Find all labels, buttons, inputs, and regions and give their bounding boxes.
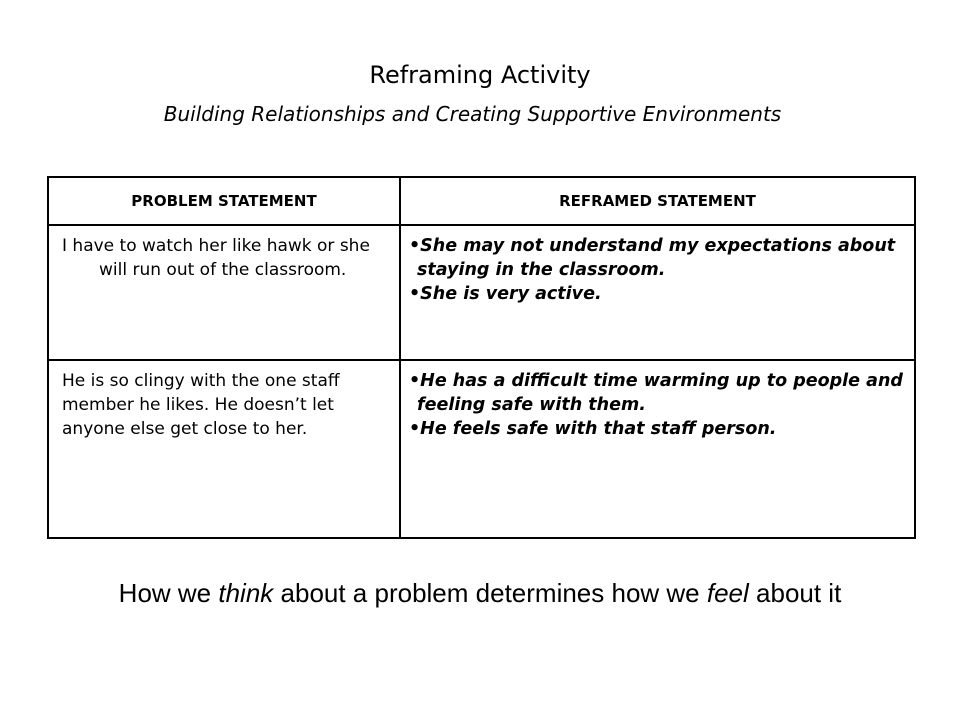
table-row [48, 225, 915, 360]
problem-cell [48, 360, 400, 538]
reframed-cell [400, 225, 915, 360]
takeaway-statement [0, 576, 960, 610]
table-row [48, 360, 915, 538]
page-subtitle: Building Relationships and Creating Supportive Environments [163, 102, 782, 126]
takeaway-part: about it [748, 578, 842, 608]
reframed-cell [400, 360, 915, 538]
takeaway-emphasis-think: think [218, 578, 274, 608]
problem-text: I have to watch her like hawk or she will run out of the classroom. [62, 236, 370, 280]
takeaway-part: How we [118, 578, 219, 608]
reframed-bullet: •She may not understand my expectations about staying in the classroom. [409, 236, 896, 280]
problem-text: He is so clingy with the one staff member he likes. He doesn’t let anyone else get close to her. [62, 371, 340, 439]
reframing-table [47, 176, 916, 539]
reframed-bullet: •He has a difficult time warming up to people and feeling safe with them. [409, 371, 903, 415]
takeaway-part: about a problem determines how we [273, 578, 707, 608]
reframed-bullet: •She is very active. [409, 284, 602, 304]
reframed-bullet: •He feels safe with that staff person. [409, 419, 777, 439]
table-header-row [48, 177, 915, 225]
problem-statement-header: PROBLEM STATEMENT [48, 177, 400, 225]
problem-cell [48, 225, 400, 360]
takeaway-emphasis-feel: feel [706, 578, 749, 608]
reframed-statement-header: REFRAMED STATEMENT [400, 177, 915, 225]
page-title: Reframing Activity [369, 61, 591, 89]
